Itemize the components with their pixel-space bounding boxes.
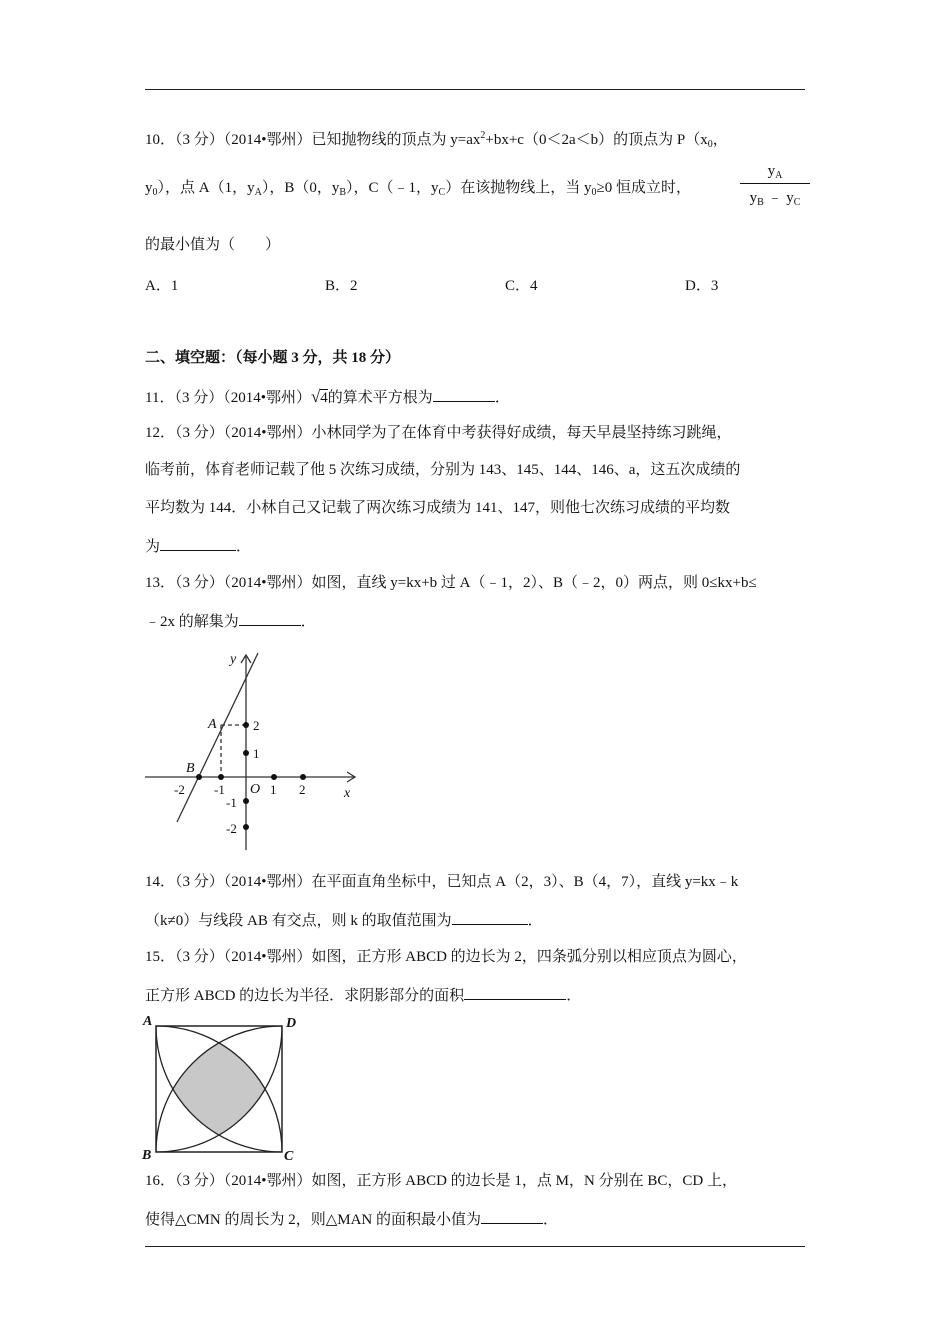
- answer-blank: [160, 536, 236, 551]
- tick-label-y-2: 2: [253, 718, 260, 733]
- tick-label-x-2: 2: [299, 782, 306, 797]
- q14-line2: （k≠0）与线段 AB 有交点，则 k 的取值范围为 ．: [145, 910, 543, 931]
- q12-line3: 平均数为 144．小林自己又记载了两次练习成绩为 141、147，则他七次练习成绩的平均数: [145, 500, 731, 516]
- tick-label-x-neg2: -2: [174, 782, 185, 797]
- figure-15-square: [140, 1012, 310, 1162]
- vertex-D-label: D: [286, 1016, 297, 1031]
- q10-option-d: D．3: [685, 278, 719, 294]
- origin-label: O: [250, 782, 261, 797]
- answer-blank: [481, 1209, 543, 1224]
- point-B: [196, 774, 202, 780]
- tick-dot-x-neg1: [218, 774, 224, 780]
- q15-line2: 正方形 ABCD 的边长为半径．求阴影部分的面积 ．: [145, 985, 581, 1006]
- tick-dot-x-2: [300, 774, 306, 780]
- tick-label-y-1: 1: [253, 746, 260, 761]
- tick-dot-y-1: [243, 750, 249, 756]
- vertex-B-label: B: [142, 1148, 152, 1162]
- q10-option-a: A．1: [145, 278, 179, 294]
- fraction-numerator: $y_A$: [740, 163, 810, 184]
- tick-label-x-neg1: -1: [214, 782, 225, 797]
- q11: 11．（3 分）（2014•鄂州）√4的算术平方根为 ．: [145, 387, 510, 406]
- q12-line4: 为 ．: [145, 536, 251, 557]
- q10-option-c: C．4: [505, 278, 538, 294]
- q10-option-b: B．2: [325, 278, 358, 294]
- tick-dot-y-2: [243, 722, 249, 728]
- q16-line2: 使得△CMN 的周长为 2，则△MAN 的面积最小值为 ．: [145, 1209, 558, 1230]
- answer-blank: [464, 985, 566, 1000]
- bottom-rule: [145, 1246, 805, 1247]
- vertex-A-label: A: [143, 1014, 153, 1029]
- tick-label-x-1: 1: [270, 782, 277, 797]
- tick-dot-y-neg2: [243, 824, 249, 830]
- answer-blank: [239, 611, 301, 626]
- tick-dot-y-neg1: [243, 798, 249, 804]
- x-axis-label: x: [344, 786, 351, 801]
- q10-fraction: [740, 163, 810, 208]
- q10-line1: 10．（3 分）（2014•鄂州）已知抛物线的顶点为 $y=ax^2+bx+c(0<2a<b)$的顶点为 $P(x_0$，: [145, 130, 728, 150]
- q14-line1: 14．（3 分）（2014•鄂州）在平面直角坐标中，已知点 A（2，3）、B（4，7），直线 y=kx﹣k: [145, 874, 739, 890]
- point-B-label: B: [186, 761, 195, 776]
- sqrt-radicand: 4: [320, 390, 328, 406]
- y-axis-label: y: [230, 652, 237, 667]
- vertex-C-label: C: [284, 1149, 294, 1162]
- figure-13-graph: [140, 645, 370, 855]
- top-rule: [145, 89, 805, 90]
- q16-line1: 16．（3 分）（2014•鄂州）如图，正方形 ABCD 的边长是 1，点 M，N 分别在 BC，CD 上，: [145, 1173, 737, 1189]
- tick-dot-x-1: [271, 774, 277, 780]
- q12-line2: 临考前，体育老师记载了他 5 次练习成绩，分别为 143、145、144、146、a，这五次成绩的: [145, 462, 741, 478]
- q15-line1: 15．（3 分）（2014•鄂州）如图，正方形 ABCD 的边长为 2，四条弧分别以相应顶点为圆心，: [145, 949, 747, 965]
- q12-line1: 12．（3 分）（2014•鄂州）小林同学为了在体育中考获得好成绩，每天早晨坚持练习跳绳，: [145, 425, 732, 441]
- tick-label-y-neg1: -1: [226, 795, 237, 810]
- q13-line2: ﹣2x 的解集为 ．: [145, 611, 316, 632]
- fraction-denominator: $y_B$ ﹣ $y_C$: [749, 190, 801, 208]
- q10-line3: 的最小值为（ ）: [145, 237, 281, 253]
- point-A-label: A: [208, 717, 217, 732]
- tick-label-y-neg2: -2: [226, 821, 237, 836]
- answer-blank: [433, 387, 495, 402]
- sqrt-symbol: √: [310, 387, 321, 406]
- section-title: 二、填空题：（每小题 3 分，共 18 分）: [145, 350, 401, 366]
- answer-blank: [452, 910, 528, 925]
- q13-line1: 13．（3 分）（2014•鄂州）如图，直线 y=kx+b 过 A（﹣1，2）、B（﹣2，0）两点，则 0≤kx+b≤: [145, 575, 757, 591]
- q10-line2: $y_0$），点 A（1，$y_A$），B（0，$y_B$），C（﹣1，$y_C$）在该抛物线上，当 $y_0\ge 0$ 恒成立时，: [145, 180, 691, 198]
